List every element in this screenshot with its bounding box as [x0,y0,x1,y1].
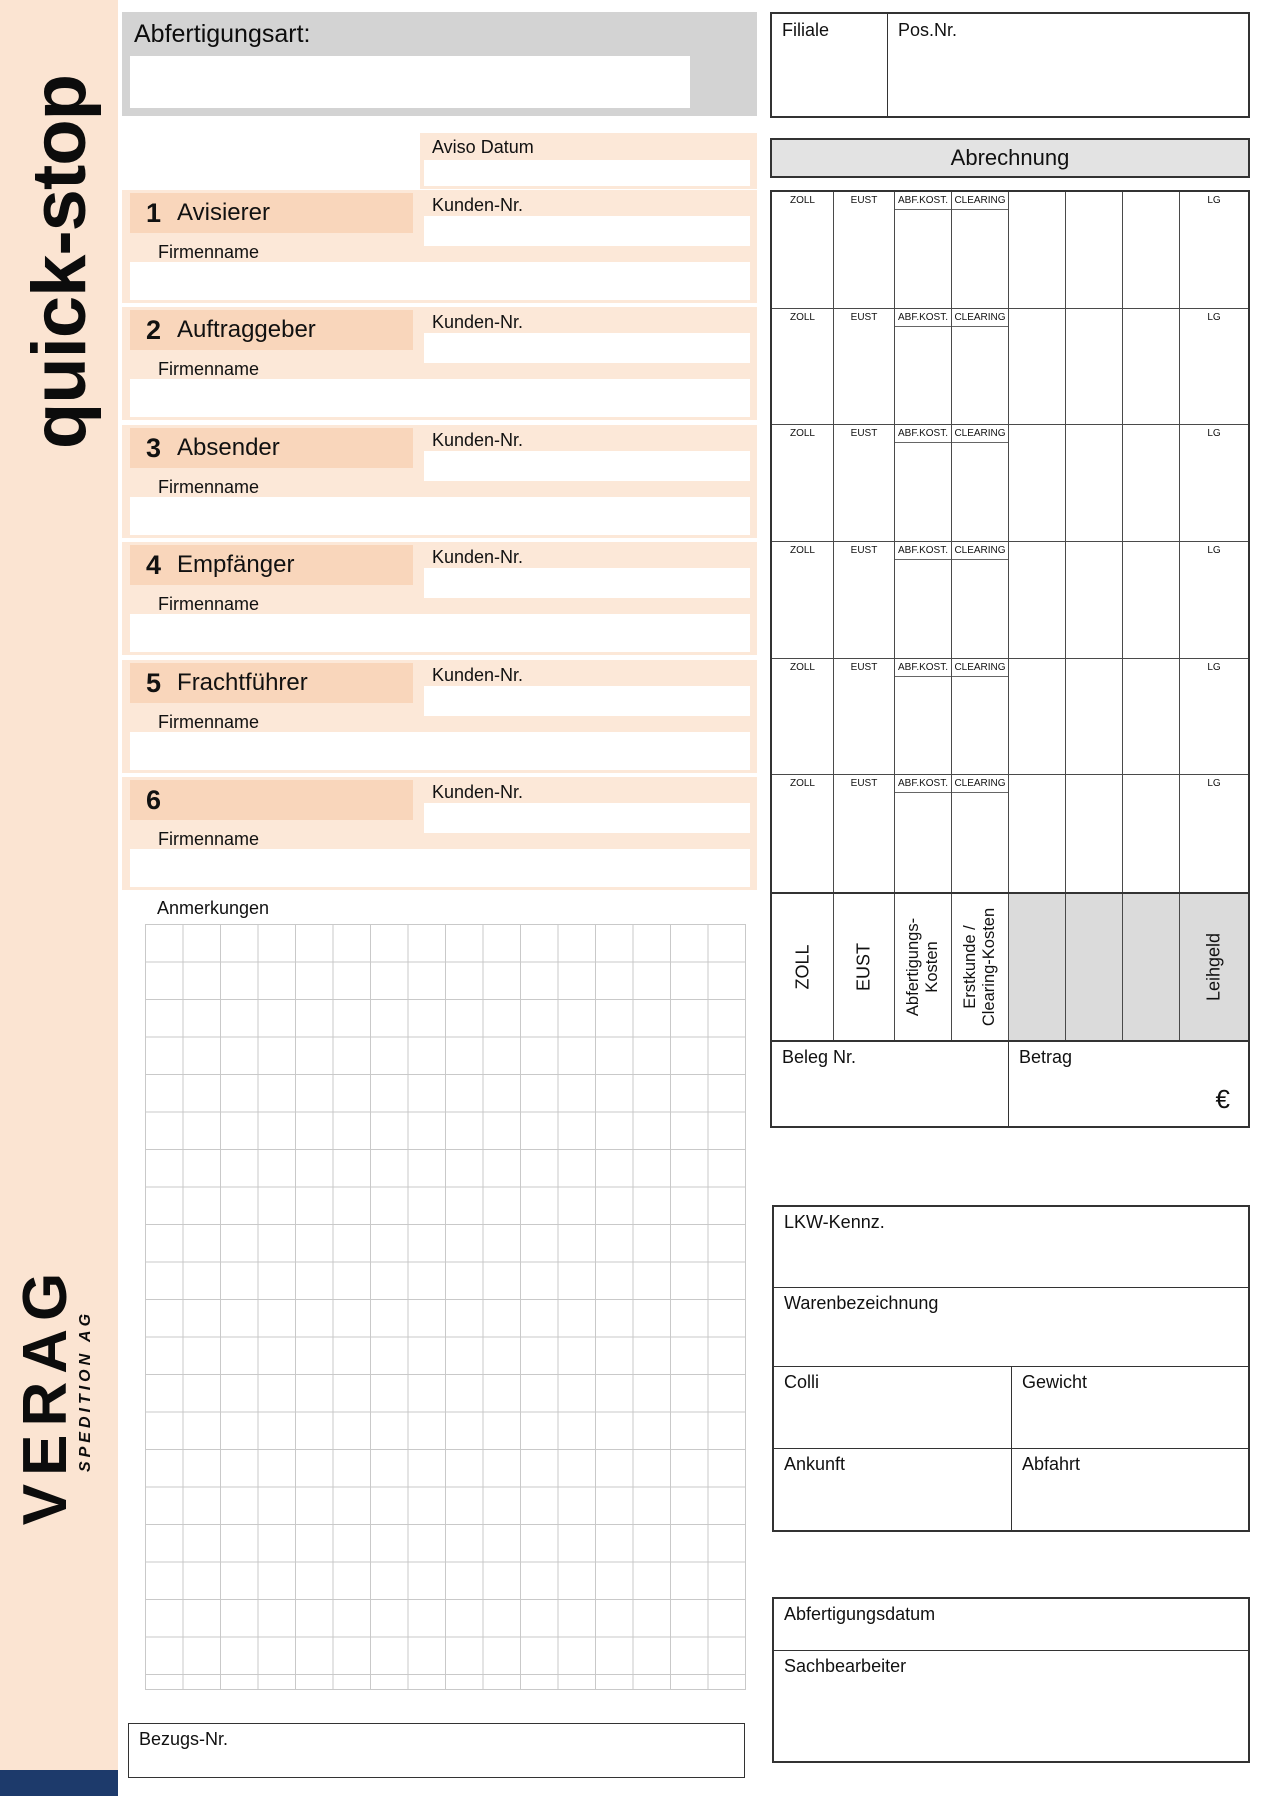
filiale-posnr-box [770,12,1250,118]
abrechnung-table [770,190,1250,894]
firmenname-input-4[interactable] [130,614,750,652]
firmenname-label: Firmenname [158,477,260,497]
section-name: Absender [177,434,280,461]
abrechnung-cell-abfkost[interactable]: ABF.KOST. [895,192,952,309]
section-title-band [130,780,413,820]
sachbearbeiter-field[interactable] [774,1651,1248,1761]
abrechnung-cell-zoll[interactable]: ZOLL [772,192,834,309]
abrechnung-row [772,192,1248,309]
section-5-frachtfuehrer [122,660,757,773]
abrechnung-cell-lg[interactable]: LG [1180,425,1248,542]
posnr-field[interactable] [888,14,1248,116]
abrechnung-cell-clearing[interactable]: CLEARING [952,425,1009,542]
abrechnung-title: Abrechnung [950,145,1070,170]
kunden-nr-label: Kunden-Nr. [432,430,524,450]
firmenname-label: Firmenname [158,359,260,379]
kunden-nr-input-5[interactable] [424,686,750,716]
filiale-label: Filiale [782,20,830,40]
brand-spedition-ag-label: SPEDITION AG [77,1309,94,1473]
vlabel-blank [1009,894,1066,1040]
abrechnung-vertical-labels [770,894,1250,1042]
navy-footer-bar [0,1770,118,1796]
abrechnung-cell-blank[interactable] [1123,659,1180,776]
kunden-nr-input-4[interactable] [424,568,750,598]
sidebar [0,0,118,1796]
abrechnung-row [772,542,1248,659]
section-name: Empfänger [177,551,295,578]
abfertigungsdatum-field[interactable] [774,1599,1248,1651]
abrechnung-cell-abfkost[interactable]: ABF.KOST. [895,309,952,426]
euro-sign: € [1215,1084,1230,1114]
abrechnung-cell-blank[interactable] [1066,542,1123,659]
abrechnung-row [772,309,1248,426]
section-number: 2 [146,314,162,345]
abfertigungsdatum-label: Abfertigungsdatum [784,1604,936,1624]
firmenname-input-2[interactable] [130,379,750,417]
abrechnung-cell-blank[interactable] [1066,192,1123,309]
abfahrt-field[interactable] [1011,1449,1248,1530]
abrechnung-cell-lg[interactable]: LG [1180,659,1248,776]
vlabel-zoll: ZOLL [772,894,834,1040]
kunden-nr-label: Kunden-Nr. [432,195,524,215]
abrechnung-cell-lg[interactable]: LG [1180,192,1248,309]
section-name: Avisierer [177,199,270,226]
abrechnung-cell-blank[interactable] [1123,309,1180,426]
vlabel-abfertigungskosten: Abfertigungs-Kosten [895,894,952,1040]
vlabel-clearingkosten: Erstkunde / Clearing-Kosten [952,894,1009,1040]
abrechnung-row [772,425,1248,542]
beleg-nr-field[interactable] [772,1042,1009,1126]
firmenname-label: Firmenname [158,829,260,849]
abrechnung-cell-eust[interactable]: EUST [834,542,895,659]
aviso-datum-input[interactable] [424,160,750,186]
section-number: 6 [146,784,162,815]
processing-box [772,1597,1250,1763]
abrechnung-row [772,775,1248,892]
abrechnung-cell-blank[interactable] [1123,775,1180,892]
anmerkungen-label: Anmerkungen [157,898,270,918]
abrechnung-cell-lg[interactable]: LG [1180,309,1248,426]
abrechnung-cell-zoll[interactable]: ZOLL [772,659,834,776]
section-3-absender [122,425,757,538]
vlabel-blank [1123,894,1180,1040]
abfahrt-label: Abfahrt [1022,1454,1081,1474]
aviso-datum-label: Aviso Datum [432,137,534,157]
firmenname-input-6[interactable] [130,849,750,887]
abrechnung-cell-abfkost[interactable]: ABF.KOST. [895,659,952,776]
section-6 [122,777,757,890]
abrechnung-row [772,659,1248,776]
vlabel-leihgeld: Leihgeld [1180,894,1248,1040]
abrechnung-cell-blank[interactable] [1123,425,1180,542]
abrechnung-cell-eust[interactable]: EUST [834,192,895,309]
lkw-kennz-label: LKW-Kennz. [784,1212,885,1232]
abrechnung-cell-blank[interactable] [1009,775,1066,892]
vlabel-eust: EUST [834,894,895,1040]
kunden-nr-label: Kunden-Nr. [432,782,524,802]
kunden-nr-label: Kunden-Nr. [432,547,524,567]
beleg-nr-label: Beleg Nr. [782,1047,857,1067]
colli-field[interactable] [774,1367,1011,1448]
section-title-band [130,310,413,350]
firmenname-label: Firmenname [158,242,260,262]
abrechnung-cell-zoll[interactable]: ZOLL [772,775,834,892]
betrag-field[interactable] [1009,1042,1248,1126]
abrechnung-cell-blank[interactable] [1066,659,1123,776]
betrag-label: Betrag [1019,1047,1073,1067]
abrechnung-cell-blank[interactable] [1009,192,1066,309]
kunden-nr-input-6[interactable] [424,803,750,833]
abrechnung-cell-abfkost[interactable]: ABF.KOST. [895,425,952,542]
ankunft-label: Ankunft [784,1454,846,1474]
abrechnung-cell-clearing[interactable]: CLEARING [952,542,1009,659]
abrechnung-cell-blank[interactable] [1066,775,1123,892]
abrechnung-cell-lg[interactable]: LG [1180,542,1248,659]
abrechnung-cell-blank[interactable] [1009,542,1066,659]
abfertigungsart-block [122,12,757,116]
abrechnung-cell-abfkost[interactable]: ABF.KOST. [895,542,952,659]
section-number: 4 [146,549,162,580]
kunden-nr-input-3[interactable] [424,451,750,481]
kunden-nr-input-2[interactable] [424,333,750,363]
sachbearbeiter-label: Sachbearbeiter [784,1656,907,1676]
abrechnung-cell-clearing[interactable]: CLEARING [952,192,1009,309]
beleg-betrag-row [770,1042,1250,1128]
kunden-nr-label: Kunden-Nr. [432,665,524,685]
abrechnung-cell-eust[interactable]: EUST [834,775,895,892]
firmenname-input-1[interactable] [130,262,750,300]
section-4-empfaenger [122,542,757,655]
section-name: Auftraggeber [177,316,316,343]
abrechnung-cell-zoll[interactable]: ZOLL [772,309,834,426]
colli-label: Colli [784,1372,820,1392]
bezugs-nr-label: Bezugs-Nr. [139,1729,229,1749]
abrechnung-cell-blank[interactable] [1066,425,1123,542]
section-title-band [130,193,413,233]
section-number: 1 [146,197,162,228]
abrechnung-cell-clearing[interactable]: CLEARING [952,775,1009,892]
abrechnung-cell-clearing[interactable]: CLEARING [952,659,1009,776]
abrechnung-cell-blank[interactable] [1066,309,1123,426]
ankunft-abfahrt-row [774,1449,1248,1530]
abrechnung-cell-clearing[interactable]: CLEARING [952,309,1009,426]
abrechnung-cell-blank[interactable] [1009,425,1066,542]
firmenname-label: Firmenname [158,594,260,614]
abrechnung-cell-lg[interactable]: LG [1207,778,1221,790]
bezugs-nr-field[interactable] [128,1723,745,1778]
gewicht-label: Gewicht [1022,1372,1088,1392]
abrechnung-cell-zoll[interactable]: ZOLL [772,542,834,659]
aviso-datum-block [420,133,757,189]
shipment-box [772,1205,1250,1532]
anmerkungen-grid[interactable] [145,924,746,1690]
abrechnung-cell-blank[interactable] [1123,542,1180,659]
abrechnung-cell-blank[interactable] [1123,192,1180,309]
abfertigungsart-input[interactable] [130,56,690,108]
section-title-band [130,663,413,703]
brand-verag-logo: VERAG [10,1264,80,1526]
section-name: Frachtführer [177,669,308,696]
section-title-band [130,428,413,468]
firmenname-input-5[interactable] [130,732,750,770]
vlabel-blank [1066,894,1123,1040]
abrechnung-cell-zoll[interactable]: ZOLL [772,425,834,542]
filiale-field[interactable] [772,14,888,116]
kunden-nr-input-1[interactable] [424,216,750,246]
ankunft-field[interactable] [774,1449,1011,1530]
section-1-avisierer [122,190,757,303]
posnr-label: Pos.Nr. [898,20,958,40]
brand-quick-stop-logo: quick-stop [16,74,102,450]
firmenname-input-3[interactable] [130,497,750,535]
section-title-band [130,545,413,585]
abrechnung-header [770,138,1250,178]
section-2-auftraggeber [122,307,757,420]
abrechnung-cell-eust[interactable]: EUST [834,309,895,426]
abrechnung-cell-blank[interactable] [1009,659,1066,776]
warenbezeichnung-label: Warenbezeichnung [784,1293,939,1313]
lkw-kennz-field[interactable] [774,1207,1248,1288]
abrechnung-cell-eust[interactable]: EUST [834,659,895,776]
gewicht-field[interactable] [1011,1367,1248,1448]
section-number: 3 [146,432,162,463]
kunden-nr-label: Kunden-Nr. [432,312,524,332]
abrechnung-cell-blank[interactable] [1009,309,1066,426]
warenbezeichnung-field[interactable] [774,1288,1248,1367]
abrechnung-cell-abfkost[interactable]: ABF.KOST. [895,775,952,892]
abrechnung-cell-eust[interactable]: EUST [834,425,895,542]
abfertigungsart-label: Abfertigungsart: [134,20,311,48]
colli-gewicht-row [774,1367,1248,1449]
firmenname-label: Firmenname [158,712,260,732]
section-number: 5 [146,667,162,698]
